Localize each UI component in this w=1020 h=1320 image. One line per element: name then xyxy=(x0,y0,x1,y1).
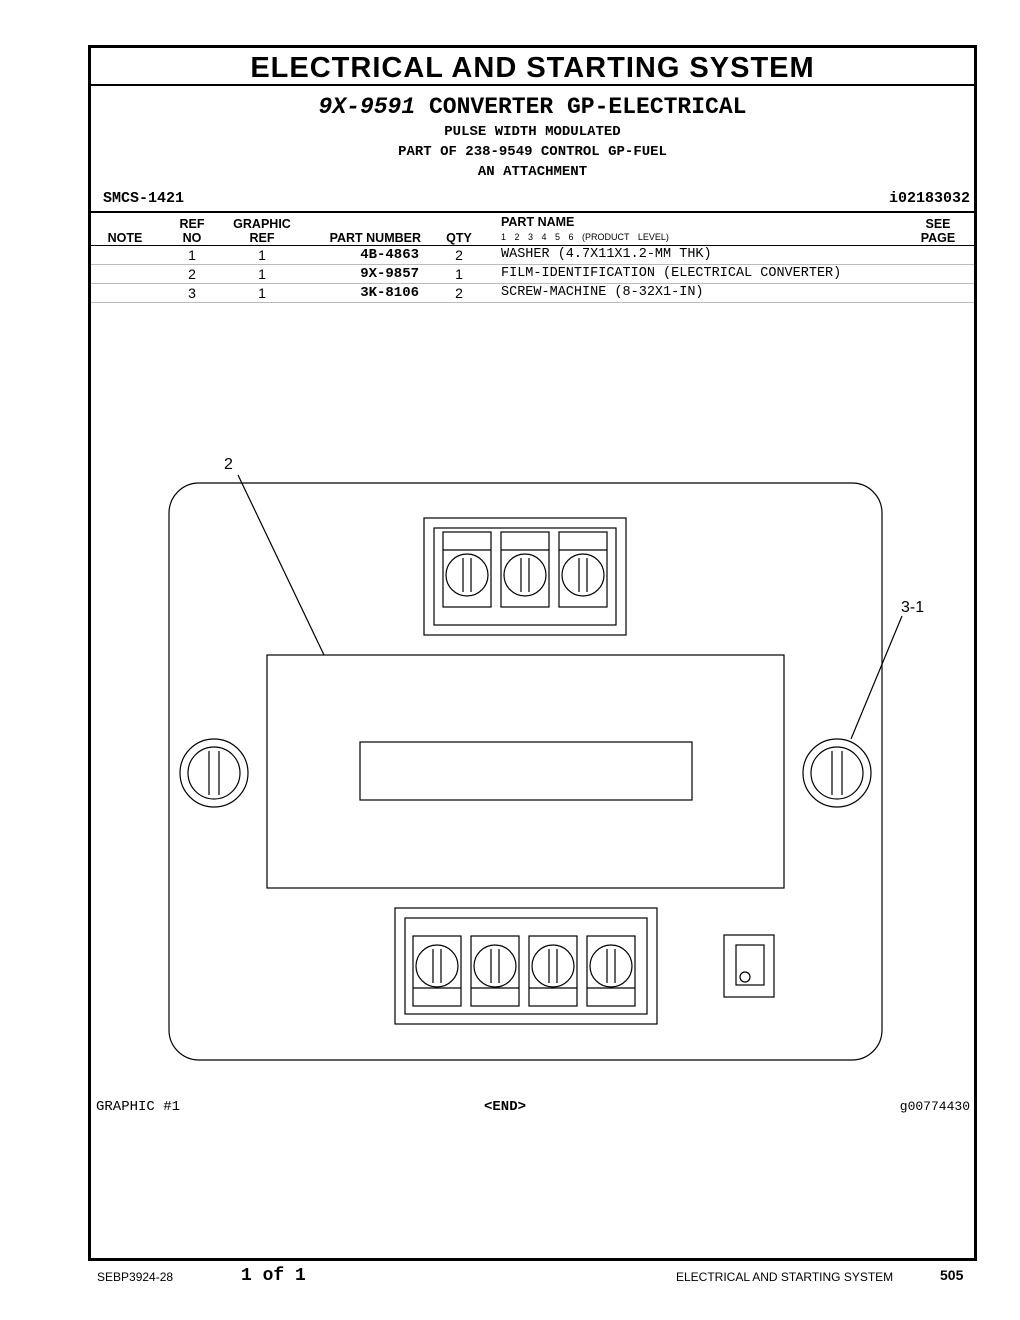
page-frame xyxy=(88,45,977,1261)
graphic-ref: 1 xyxy=(258,285,266,301)
graphic-ref: 1 xyxy=(258,266,266,282)
part-name: FILM-IDENTIFICATION (ELECTRICAL CONVERTER) xyxy=(501,266,842,281)
left-screw xyxy=(180,739,248,807)
subtitle-1: PULSE WIDTH MODULATED xyxy=(444,124,621,140)
part-number: 3K-8106 xyxy=(360,285,419,301)
right-screw xyxy=(803,739,871,807)
part-number: 4B-4863 xyxy=(360,247,419,263)
part-number: 9X-9857 xyxy=(360,266,419,282)
quantity: 2 xyxy=(455,247,463,263)
col-see-page-line2: PAGE xyxy=(920,231,956,245)
col-note: NOTE xyxy=(107,231,143,245)
display-window xyxy=(360,742,692,800)
ref-no: 2 xyxy=(188,266,196,282)
subtitle-2: PART OF 238-9549 CONTROL GP-FUEL xyxy=(398,144,667,160)
top-terminal-block xyxy=(424,518,626,635)
graphic-label: GRAPHIC #1 xyxy=(96,1099,181,1115)
smcs-code: SMCS-1421 xyxy=(103,190,185,207)
subtitle-3: AN ATTACHMENT xyxy=(477,164,588,180)
footer-section: ELECTRICAL AND STARTING SYSTEM xyxy=(676,1270,894,1284)
converter-illustration xyxy=(91,448,974,1088)
page-number: 505 xyxy=(940,1267,964,1283)
part-heading xyxy=(91,94,974,120)
section-title-bar xyxy=(91,48,974,86)
part-name: SCREW-MACHINE (8-32X1-IN) xyxy=(501,285,704,300)
table-row xyxy=(91,284,974,303)
identification-film xyxy=(267,655,784,888)
col-part-number: PART NUMBER xyxy=(329,231,421,245)
group-part-title: CONVERTER GP-ELECTRICAL xyxy=(428,94,747,120)
ref-no: 1 xyxy=(188,247,196,263)
group-part-number: 9X-9591 xyxy=(318,94,416,120)
col-qty: QTY xyxy=(446,231,472,245)
ref-no: 3 xyxy=(188,285,196,301)
page-of: 1 of 1 xyxy=(241,1266,306,1286)
table-row xyxy=(91,265,974,284)
leader-line-screw xyxy=(851,616,902,739)
illustration-id: i02183032 xyxy=(888,190,970,207)
product-levels: 1 2 3 4 5 6 (PRODUCT LEVEL) xyxy=(501,232,669,242)
col-ref-no-line1: REF xyxy=(179,217,205,231)
part-name: WASHER (4.7X11X1.2-MM THK) xyxy=(501,247,712,262)
graphic-id: g00774430 xyxy=(899,1099,970,1114)
end-marker: <END> xyxy=(484,1099,527,1115)
callout-film: 2 xyxy=(224,456,233,473)
callout-screw: 3-1 xyxy=(901,599,925,616)
doc-number: SEBP3924-28 xyxy=(97,1270,174,1284)
col-ref-no-line2: NO xyxy=(182,231,202,245)
indicator-led xyxy=(724,935,774,997)
col-graphic-ref-line2: REF xyxy=(249,231,275,245)
col-see-page xyxy=(913,217,963,245)
col-part-name: PART NAME xyxy=(501,215,575,229)
quantity: 2 xyxy=(455,285,463,301)
table-row xyxy=(91,246,974,265)
bottom-terminal-block xyxy=(395,908,657,1024)
base-plate xyxy=(169,483,882,1060)
col-see-page-line1: SEE xyxy=(925,217,951,231)
section-title: ELECTRICAL AND STARTING SYSTEM xyxy=(250,52,815,84)
leader-line-film xyxy=(238,475,324,655)
quantity: 1 xyxy=(455,266,463,282)
graphic-ref: 1 xyxy=(258,247,266,263)
table-top-rule xyxy=(91,211,974,213)
col-graphic-ref xyxy=(229,217,295,245)
col-ref-no xyxy=(171,217,213,245)
col-graphic-ref-line1: GRAPHIC xyxy=(233,217,291,231)
